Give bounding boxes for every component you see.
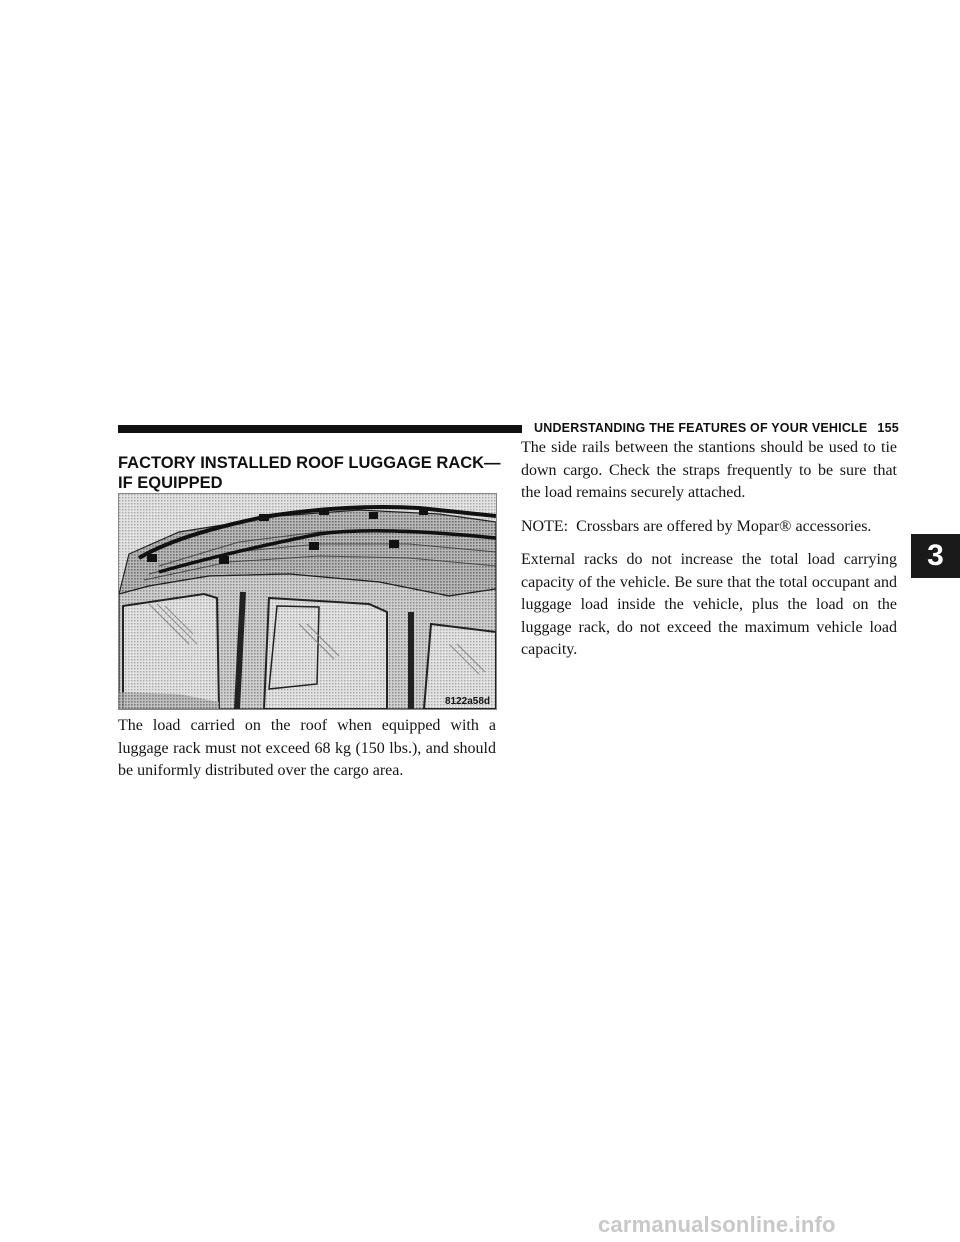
side-rails-paragraph: The side rails between the stantions should be used to tie down cargo. Check the straps frequently to be sure that the load remains securely attached. [521,439,897,501]
roof-load-paragraph: The load carried on the roof when equipped with a luggage rack must not exceed 68 kg (150 lbs.), and should be uniformly distributed over the cargo area. [118,717,496,779]
roof-rack-drawing [119,494,496,709]
watermark: carmanualsonline.info [598,1212,836,1237]
right-column [521,437,897,673]
header-rule [118,425,522,433]
header-section-title: UNDERSTANDING THE FEATURES OF YOUR VEHICLE [534,421,868,435]
section-heading-line2: IF EQUIPPED [118,474,223,492]
roof-rack-illustration [118,493,497,710]
note-text: Crossbars are offered by Mopar® accessories. [576,517,872,535]
running-header [534,421,899,435]
external-racks-paragraph: External racks do not increase the total load carrying capacity of the vehicle. Be sure that the total occupant and luggage load inside the vehicle, plus the load on the luggage rack, do not exceed the maximum vehicle load capacity. [521,551,897,658]
page-number: 155 [877,421,899,435]
section-heading-line1: FACTORY INSTALLED ROOF LUGGAGE RACK— [118,454,501,472]
note [521,516,897,539]
figure-code: 8122a58d [444,696,490,707]
section-heading [118,453,510,493]
note-label: NOTE: [521,517,569,535]
chapter-thumb-tab: 3 [911,534,960,578]
